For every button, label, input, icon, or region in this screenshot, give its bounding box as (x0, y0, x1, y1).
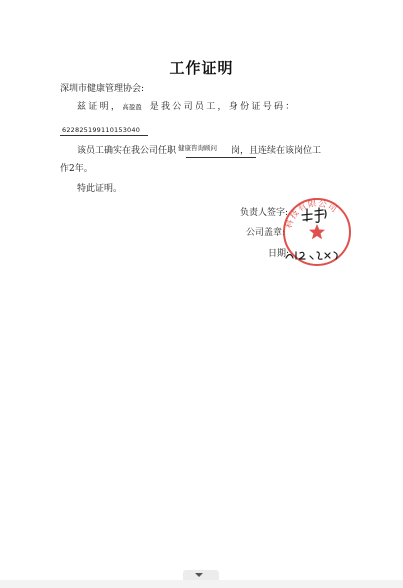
id-number: 622825199110153040 (62, 126, 141, 134)
paragraph-1 (77, 101, 297, 113)
para2-prefix: 该员工确实在我公司任职 (77, 146, 177, 156)
addressee: 深圳市健康管理协会: (60, 84, 145, 94)
para1-prefix: 兹证明， (77, 102, 123, 112)
company-seal-label: 公司盖章: (246, 228, 286, 238)
stamp-star-icon (309, 224, 325, 239)
date-label: 日期: (268, 249, 290, 259)
paragraph-2 (77, 145, 321, 157)
responsible-signature-label: 负责人签字: (240, 208, 289, 218)
paragraph-3: 特此证明。 (77, 184, 123, 194)
paragraph-2-continued: 作2年。 (60, 164, 93, 174)
stamp-text: 科技有限公司 (284, 198, 340, 230)
para1-suffix: 是我公司员工，身份证号码： (149, 102, 297, 112)
para2-suffix: 岗，且连续在该岗位工 (231, 146, 322, 156)
handwritten-signature (300, 206, 330, 224)
id-number-underline (60, 135, 148, 136)
chevron-down-icon[interactable] (195, 573, 203, 577)
viewer-bottom-bar (0, 580, 403, 588)
handwritten-date (284, 248, 344, 262)
position-title: 健康咨询顾问 (178, 144, 218, 152)
document-title: 工作证明 (169, 59, 234, 77)
employee-name: 高盈盈 (122, 103, 142, 111)
position-underline (186, 157, 256, 158)
